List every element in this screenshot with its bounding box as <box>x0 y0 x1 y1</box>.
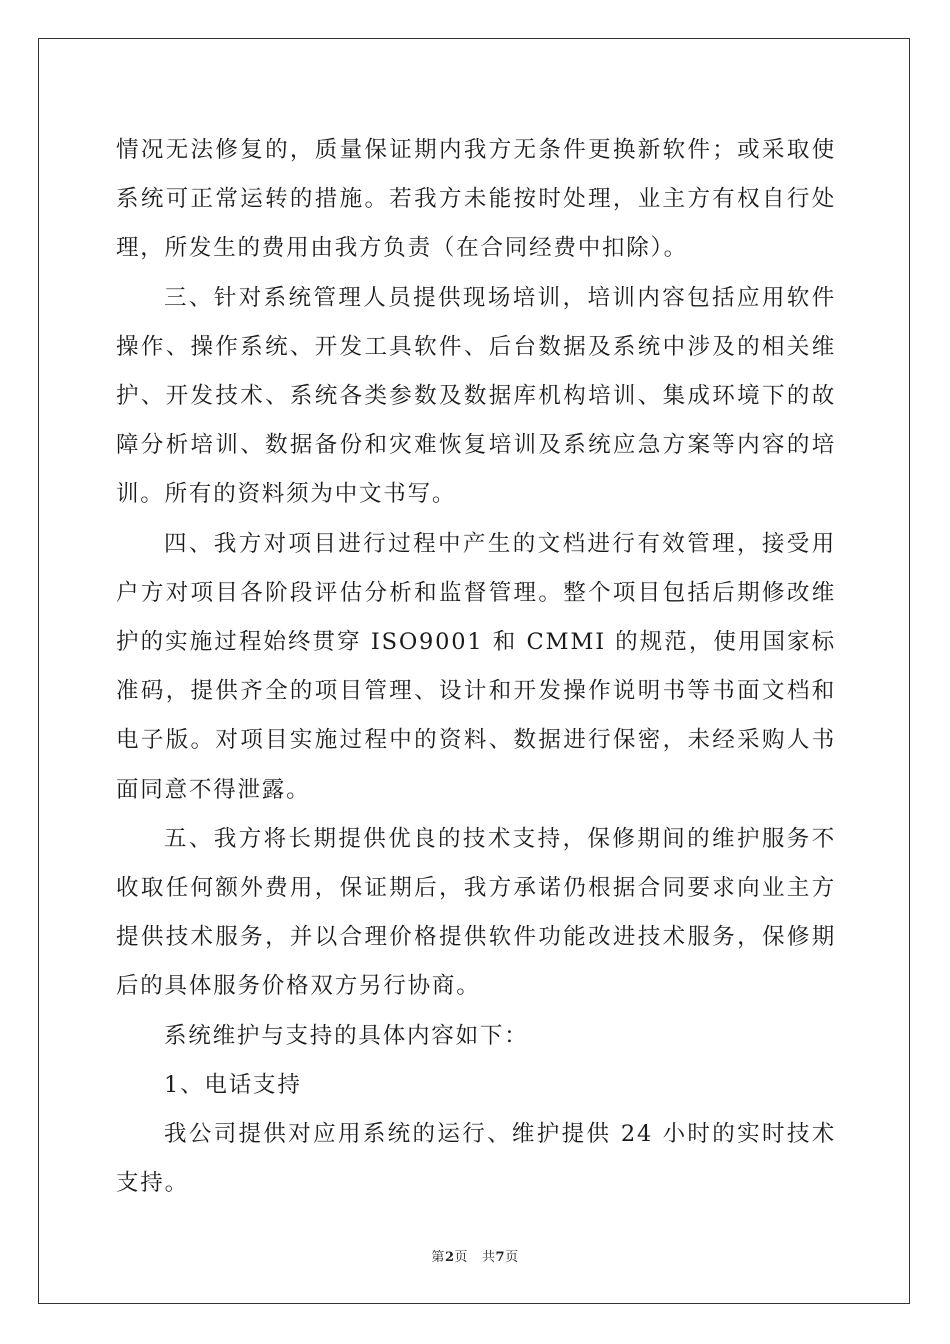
paragraph-maintenance-intro: 系统维护与支持的具体内容如下： <box>164 1022 529 1049</box>
page-footer <box>0 1246 950 1265</box>
paragraph-item-3-training: 三、针对系统管理人员提供现场培训，培训内容包括应用软件操作、操作系统、开发工具软件、后台数据及系统中涉及的相关维护、开发技术、系统各类参数及数据库机构培训、集成环境下的故障分析培训、数据备份和灾难恢复培训及系统应急方案等内容的培训。所有的资料须为中文书写。 <box>116 284 836 508</box>
document-body <box>116 126 836 1208</box>
total-prefix: 共 <box>482 1250 496 1265</box>
total-suffix: 页 <box>505 1250 519 1265</box>
paragraph-item-5-support: 五、我方将长期提供优良的技术支持，保修期间的维护服务不收取任何额外费用，保证期后，我方承诺仍根据合同要求向业主方提供技术服务，并以合理价格提供软件功能改进技术服务，保修期后的具体服务价格双方另行协商。 <box>116 825 836 1000</box>
paragraph-item-4-documentation: 四、我方对项目进行过程中产生的文档进行有效管理，接受用户方对项目各阶段评估分析和监督管理。整个项目包括后期修改维护的实施过程始终贯穿 ISO9001 和 CMMI 的规范，使用国家标准码，提供齐全的项目管理、设计和开发操作说明书等书面文档和电子版。对项目实施过程中的资料、数据进行保密，未经采购人书面同意不得泄露。 <box>116 530 836 803</box>
page-number: 2 <box>444 1250 455 1265</box>
page-prefix: 第 <box>431 1250 445 1265</box>
paragraph-phone-support-detail: 我公司提供对应用系统的运行、维护提供 24 小时的实时技术支持。 <box>116 1121 836 1197</box>
total-pages: 7 <box>495 1250 506 1265</box>
page-suffix: 页 <box>454 1250 468 1265</box>
paragraph-heading-phone-support: 1、电话支持 <box>164 1071 302 1098</box>
paragraph-continuation: 情况无法修复的，质量保证期内我方无条件更换新软件；或采取使系统可正常运转的措施。若我方未能按时处理，业主方有权自行处理，所发生的费用由我方负责（在合同经费中扣除）。 <box>116 137 836 262</box>
